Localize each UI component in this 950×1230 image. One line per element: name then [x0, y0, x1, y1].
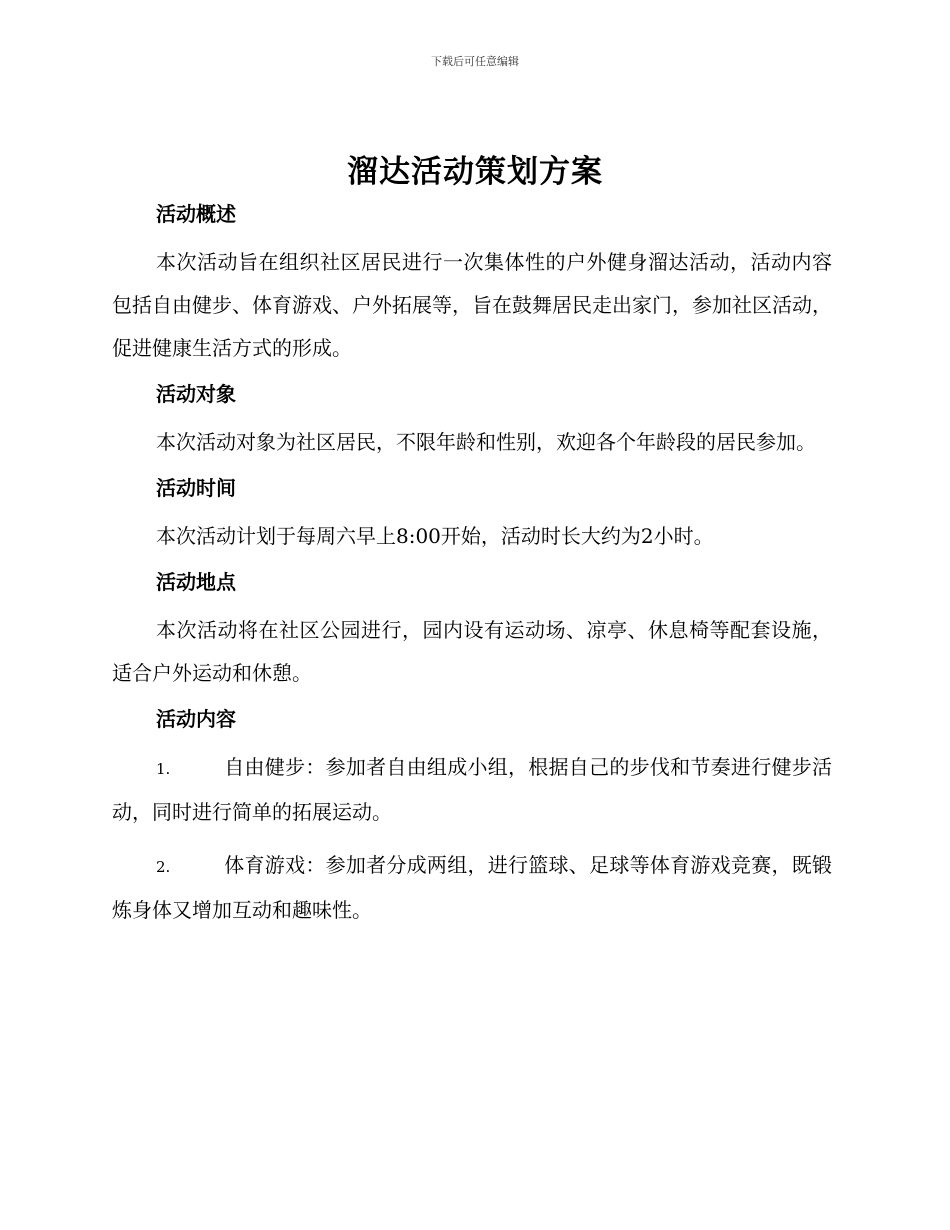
- list-item-text: 自由健步：参加者自由组成小组，根据自己的步伐和节奏进行健步活动，同时进行简单的拓展运动。: [112, 755, 832, 824]
- section-heading: 活动对象: [156, 382, 236, 406]
- section-audience: [112, 380, 832, 464]
- section-paragraph: 本次活动计划于每周六早上8:00开始，活动时长大约为2小时。: [156, 524, 714, 548]
- list-item: [112, 746, 832, 834]
- section-location: [112, 568, 832, 695]
- section-paragraph: 本次活动将在社区公园进行，园内设有运动场、凉亭、休息椅等配套设施，适合户外运动和休憩。: [112, 618, 832, 685]
- document-title: 溜达活动策划方案: [347, 154, 603, 190]
- section-heading: 活动时间: [156, 476, 236, 500]
- list-item-number: 1.: [156, 760, 171, 778]
- document-body: [112, 200, 832, 932]
- section-overview: [112, 200, 832, 370]
- section-paragraph: 本次活动旨在组织社区居民进行一次集体性的户外健身溜达活动，活动内容包括自由健步、体育游戏、户外拓展等，旨在鼓舞居民走出家门，参加社区活动，促进健康生活方式的形成。: [112, 250, 832, 360]
- list-item-text: 体育游戏：参加者分成两组，进行篮球、足球等体育游戏竞赛，既锻炼身体又增加互动和趣味性。: [112, 853, 832, 922]
- page-header-note: 下载后可任意编辑: [431, 55, 519, 68]
- section-heading: 活动内容: [156, 707, 236, 731]
- section-heading: 活动地点: [156, 570, 236, 594]
- section-time: [112, 474, 832, 558]
- list-item-number: 2.: [156, 858, 171, 876]
- section-content: [112, 705, 832, 932]
- list-item: [112, 844, 832, 932]
- section-heading: 活动概述: [156, 202, 236, 226]
- section-paragraph: 本次活动对象为社区居民，不限年龄和性别，欢迎各个年龄段的居民参加。: [156, 430, 816, 454]
